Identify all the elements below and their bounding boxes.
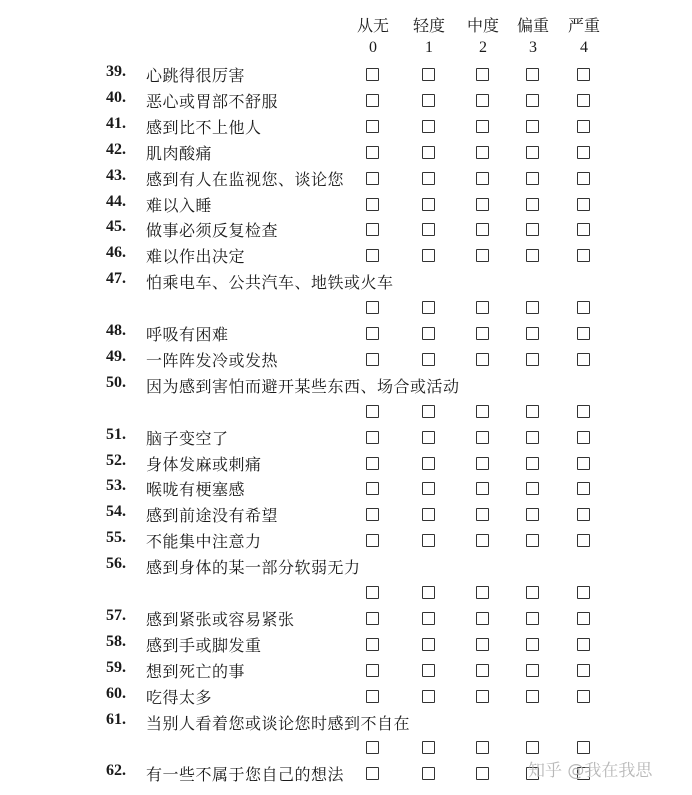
checkbox-score-4[interactable] (577, 353, 590, 366)
checkbox-score-1[interactable] (422, 534, 435, 547)
checkbox-score-3[interactable] (526, 534, 539, 547)
question-number: 44. (106, 192, 126, 210)
question-number: 43. (106, 166, 126, 184)
checkbox-score-1[interactable] (422, 249, 435, 262)
question-number: 46. (106, 244, 126, 262)
checkbox-score-1[interactable] (422, 353, 435, 366)
checkbox-score-3[interactable] (526, 120, 539, 133)
checkbox-score-3[interactable] (526, 586, 539, 599)
checkbox-score-4[interactable] (577, 249, 590, 262)
question-number: 42. (106, 140, 126, 158)
checkbox-score-1[interactable] (422, 690, 435, 703)
checkbox-score-3[interactable] (526, 431, 539, 444)
question-number: 60. (106, 684, 126, 702)
checkbox-score-4[interactable] (577, 301, 590, 314)
question-number: 59. (106, 658, 126, 676)
checkbox-score-4[interactable] (577, 508, 590, 521)
checkbox-score-2[interactable] (476, 120, 489, 133)
question-text: 感到比不上他人 (146, 117, 262, 137)
checkbox-score-0[interactable] (366, 146, 379, 159)
checkbox-score-4[interactable] (577, 741, 590, 754)
question-number: 40. (106, 88, 126, 106)
checkbox-score-4[interactable] (577, 534, 590, 547)
checkbox-score-4[interactable] (577, 68, 590, 81)
question-text: 一阵阵发冷或发热 (146, 350, 279, 370)
checkbox-score-3[interactable] (526, 198, 539, 211)
checkbox-score-4[interactable] (577, 457, 590, 470)
checkbox-score-0[interactable] (366, 690, 379, 703)
checkbox-score-0[interactable] (366, 301, 379, 314)
checkbox-score-3[interactable] (526, 405, 539, 418)
checkbox-score-3[interactable] (526, 664, 539, 677)
question-text: 脑子变空了 (146, 428, 229, 448)
question-text: 呼吸有困难 (146, 325, 229, 344)
question-text: 恶心或胃部不舒服 (146, 91, 279, 111)
checkbox-score-0[interactable] (366, 638, 379, 651)
question-number: 51. (106, 425, 126, 443)
checkbox-score-2[interactable] (476, 690, 489, 703)
checkbox-score-1[interactable] (422, 638, 435, 651)
checkbox-score-4[interactable] (577, 120, 590, 133)
checkbox-score-4[interactable] (577, 431, 590, 444)
watermark: 知乎 @我在我思 (528, 761, 653, 781)
checkbox-score-4[interactable] (577, 690, 590, 703)
checkbox-score-0[interactable] (366, 431, 379, 444)
checkbox-score-0[interactable] (366, 68, 379, 81)
checkbox-score-2[interactable] (476, 301, 489, 314)
question-text: 不能集中注意力 (146, 532, 262, 552)
checkbox-score-0[interactable] (366, 172, 379, 185)
checkbox-score-2[interactable] (476, 534, 489, 547)
checkbox-score-1[interactable] (422, 741, 435, 754)
checkbox-score-4[interactable] (577, 327, 590, 340)
question-number: 47. (106, 270, 126, 288)
checkbox-score-3[interactable] (526, 612, 539, 625)
checkbox-score-1[interactable] (422, 586, 435, 599)
checkbox-score-1[interactable] (422, 94, 435, 107)
checkbox-score-3[interactable] (526, 327, 539, 340)
checkbox-score-1[interactable] (422, 431, 435, 444)
column-score: 4 (580, 39, 588, 56)
checkbox-score-3[interactable] (526, 508, 539, 521)
checkbox-score-2[interactable] (476, 664, 489, 677)
question-text: 感到紧张或容易紧张 (146, 609, 295, 629)
checkbox-score-0[interactable] (366, 508, 379, 521)
checkbox-score-0[interactable] (366, 249, 379, 262)
checkbox-score-3[interactable] (526, 457, 539, 470)
column-score: 2 (479, 39, 487, 56)
question-number: 55. (106, 529, 126, 547)
checkbox-score-4[interactable] (577, 198, 590, 211)
question-text: 感到手或脚发重 (146, 635, 262, 655)
checkbox-score-4[interactable] (577, 612, 590, 625)
checkbox-score-4[interactable] (577, 405, 590, 418)
checkbox-score-2[interactable] (476, 172, 489, 185)
checkbox-score-0[interactable] (366, 534, 379, 547)
checkbox-score-2[interactable] (476, 586, 489, 599)
checkbox-score-2[interactable] (476, 508, 489, 521)
checkbox-score-2[interactable] (476, 146, 489, 159)
checkbox-score-0[interactable] (366, 94, 379, 107)
checkbox-score-0[interactable] (366, 741, 379, 754)
checkbox-score-2[interactable] (476, 249, 489, 262)
checkbox-score-0[interactable] (366, 120, 379, 133)
question-number: 52. (106, 451, 126, 469)
checkbox-score-0[interactable] (366, 327, 379, 340)
checkbox-score-2[interactable] (476, 327, 489, 340)
question-number: 53. (106, 477, 126, 495)
checkbox-score-1[interactable] (422, 457, 435, 470)
question-item (0, 711, 692, 737)
checkbox-score-2[interactable] (476, 482, 489, 495)
question-item (0, 374, 692, 400)
column-label: 中度 (466, 16, 499, 35)
question-number: 39. (106, 63, 126, 80)
checkbox-score-4[interactable] (577, 172, 590, 185)
question-number: 56. (106, 555, 126, 573)
checkbox-score-1[interactable] (422, 508, 435, 521)
checkbox-score-0[interactable] (366, 353, 379, 366)
question-text: 因为感到害怕而避开某些东西、场合或活动 (146, 376, 460, 396)
checkbox-score-4[interactable] (577, 586, 590, 599)
column-score: 1 (425, 39, 433, 56)
checkbox-score-2[interactable] (476, 431, 489, 444)
checkbox-score-1[interactable] (422, 327, 435, 340)
question-text: 难以作出决定 (146, 247, 246, 267)
question-text: 做事必须反复检查 (146, 221, 279, 241)
checkbox-score-2[interactable] (476, 457, 489, 470)
checkbox-score-0[interactable] (366, 223, 379, 236)
checkbox-score-1[interactable] (422, 198, 435, 211)
question-number: 49. (106, 347, 126, 365)
question-number: 62. (106, 762, 126, 780)
column-score: 0 (369, 39, 377, 56)
question-text: 身体发麻或刺痛 (146, 454, 262, 474)
checkbox-score-4[interactable] (577, 664, 590, 677)
question-text: 喉咙有梗塞感 (146, 480, 246, 500)
checkbox-score-4[interactable] (577, 638, 590, 651)
checkbox-score-2[interactable] (476, 94, 489, 107)
question-text: 肌肉酸痛 (146, 143, 213, 163)
checkbox-score-3[interactable] (526, 482, 539, 495)
question-text: 吃得太多 (146, 687, 213, 707)
checkbox-score-0[interactable] (366, 664, 379, 677)
checkbox-score-3[interactable] (526, 353, 539, 366)
checkbox-score-1[interactable] (422, 172, 435, 185)
checkbox-score-3[interactable] (526, 741, 539, 754)
column-label: 偏重 (516, 16, 549, 35)
checkbox-score-1[interactable] (422, 120, 435, 133)
checkbox-score-4[interactable] (577, 146, 590, 159)
question-item (0, 270, 692, 296)
question-text: 心跳得很厉害 (146, 66, 246, 85)
checkbox-score-2[interactable] (476, 405, 489, 418)
checkbox-score-3[interactable] (526, 249, 539, 262)
question-text: 感到有人在监视您、谈论您 (146, 169, 345, 189)
checkbox-score-3[interactable] (526, 94, 539, 107)
question-text: 有一些不属于您自己的想法 (146, 765, 345, 785)
checkbox-score-1[interactable] (422, 664, 435, 677)
question-text: 当别人看着您或谈论您时感到不自在 (146, 713, 411, 733)
checkbox-score-1[interactable] (422, 223, 435, 236)
checkbox-score-4[interactable] (577, 482, 590, 495)
question-text: 怕乘电车、公共汽车、地铁或火车 (146, 273, 394, 293)
checkbox-score-4[interactable] (577, 94, 590, 107)
checkbox-score-2[interactable] (476, 198, 489, 211)
column-score: 3 (529, 39, 537, 56)
question-text: 感到身体的某一部分软弱无力 (146, 558, 361, 578)
checkbox-score-1[interactable] (422, 767, 435, 780)
question-number: 61. (106, 710, 126, 728)
checkbox-score-0[interactable] (366, 482, 379, 495)
question-number: 58. (106, 632, 126, 650)
checkbox-score-0[interactable] (366, 198, 379, 211)
checkbox-score-0[interactable] (366, 612, 379, 625)
checkbox-score-4[interactable] (577, 223, 590, 236)
checkbox-score-0[interactable] (366, 457, 379, 470)
column-label: 严重 (567, 16, 600, 35)
question-number: 57. (106, 606, 126, 624)
checkbox-score-2[interactable] (476, 612, 489, 625)
checkbox-score-2[interactable] (476, 223, 489, 236)
checkbox-score-0[interactable] (366, 586, 379, 599)
checkbox-score-1[interactable] (422, 301, 435, 314)
checkbox-score-2[interactable] (476, 767, 489, 780)
checkbox-score-2[interactable] (476, 353, 489, 366)
checkbox-score-3[interactable] (526, 68, 539, 81)
checkbox-score-3[interactable] (526, 638, 539, 651)
checkbox-score-1[interactable] (422, 405, 435, 418)
checkbox-score-3[interactable] (526, 301, 539, 314)
question-number: 48. (106, 322, 126, 339)
checkbox-score-2[interactable] (476, 68, 489, 81)
column-label: 从无 (356, 16, 389, 35)
question-number: 50. (106, 373, 126, 391)
question-text: 感到前途没有希望 (146, 506, 279, 526)
checkbox-score-3[interactable] (526, 146, 539, 159)
checkbox-score-1[interactable] (422, 482, 435, 495)
checkbox-score-0[interactable] (366, 405, 379, 418)
question-text: 想到死亡的事 (146, 661, 246, 681)
checkbox-score-3[interactable] (526, 172, 539, 185)
question-number: 45. (106, 218, 126, 236)
checkbox-score-2[interactable] (476, 741, 489, 754)
checkbox-score-3[interactable] (526, 223, 539, 236)
checkbox-score-0[interactable] (366, 767, 379, 780)
column-label: 轻度 (412, 16, 445, 35)
question-text: 难以入睡 (146, 195, 213, 215)
question-number: 54. (106, 503, 126, 521)
checkbox-score-1[interactable] (422, 612, 435, 625)
question-item (0, 555, 692, 581)
checkbox-score-3[interactable] (526, 690, 539, 703)
checkbox-score-1[interactable] (422, 146, 435, 159)
checkbox-score-1[interactable] (422, 68, 435, 81)
checkbox-score-2[interactable] (476, 638, 489, 651)
question-number: 41. (106, 114, 126, 132)
